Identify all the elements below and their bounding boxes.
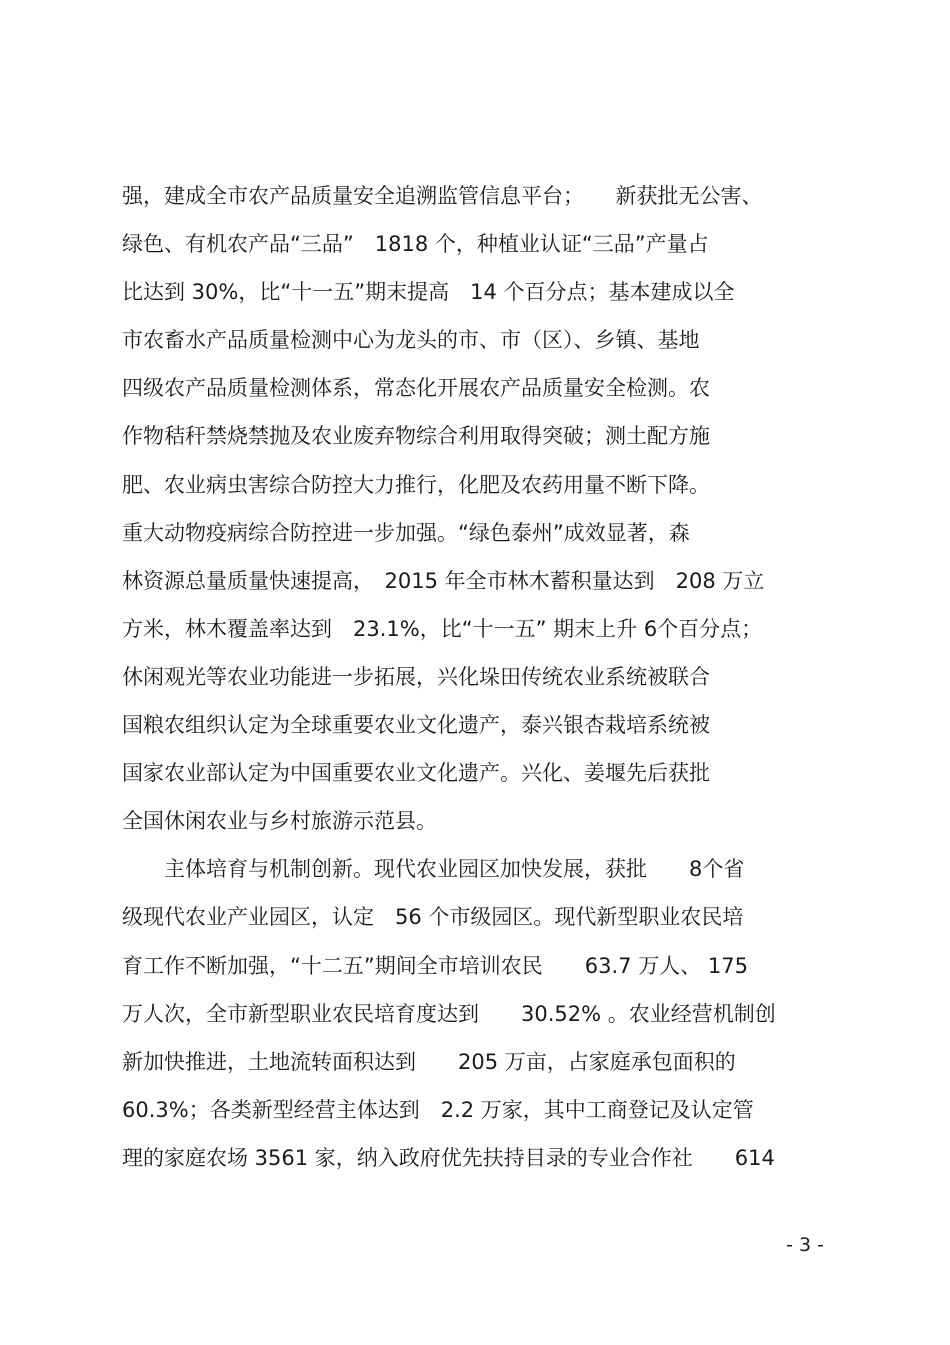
- text-line: 级现代农业产业园区，认定 56 个市级园区。现代新型职业农民培: [122, 905, 744, 930]
- text-line: 育工作不断加强，“十二五”期间全市培训农民 63.7 万人、 175: [122, 953, 748, 978]
- text-line: 比达到 30%，比“十一五”期末提高 14 个百分点；基本建成以全: [122, 280, 735, 305]
- text-line: 新加快推进，土地流转面积达到 205 万亩，占家庭承包面积的: [122, 1049, 736, 1074]
- text-line: 强，建成全市农产品质量安全追溯监管信息平台； 新获批无公害、: [122, 184, 763, 208]
- page-number: - 3 -: [786, 1234, 824, 1256]
- text-line: 林资源总量质量快速提高， 2015 年全市林木蓄积量达到 208 万立: [122, 568, 765, 593]
- paragraph-start-line: 主体培育与机制创新。现代农业园区加快发展，获批 8个省: [122, 857, 745, 882]
- text-line: 方米，林木覆盖率达到 23.1%，比“十一五” 期末上升 6个百分点；: [122, 616, 763, 641]
- text-line: 重大动物疫病综合防控进一步加强。“绿色泰州”成效显著，森: [122, 520, 690, 545]
- text-line: 肥、农业病虫害综合防控大力推行，化肥及农药用量不断下降。: [122, 472, 710, 497]
- text-line: 绿色、有机农产品“三品” 1818 个，种植业认证“三品”产量占: [122, 232, 709, 257]
- text-line: 国粮农组织认定为全球重要农业文化遗产，泰兴银杏栽培系统被: [122, 713, 710, 738]
- text-line: 万人次，全市新型职业农民培育度达到 30.52% 。农业经营机制创: [122, 1001, 776, 1026]
- text-line: 全国休闲农业与乡村旅游示范县。: [122, 809, 437, 834]
- text-line: 国家农业部认定为中国重要农业文化遗产。兴化、姜堰先后获批: [122, 761, 710, 786]
- body-text: [122, 172, 834, 1182]
- text-line: 四级农产品质量检测体系，常态化开展农产品质量安全检测。农: [122, 376, 710, 401]
- text-line: 市农畜水产品质量检测中心为龙头的市、市（区）、乡镇、基地: [122, 328, 700, 353]
- text-line: 休闲观光等农业功能进一步拓展，兴化垛田传统农业系统被联合: [122, 664, 710, 689]
- text-line: 理的家庭农场 3561 家，纳入政府优先扶持目录的专业合作社 614: [122, 1145, 775, 1170]
- text-line: 60.3%；各类新型经营主体达到 2.2 万家，其中工商登记及认定管: [122, 1097, 754, 1122]
- text-line: 作物秸秆禁烧禁抛及农业废弃物综合利用取得突破；测土配方施: [122, 424, 710, 449]
